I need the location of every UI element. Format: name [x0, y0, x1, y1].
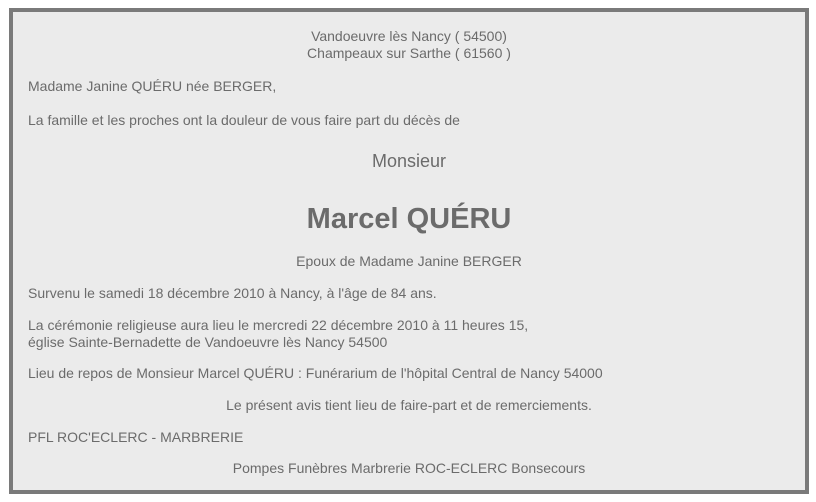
location-line-1: Vandoeuvre lès Nancy ( 54500) — [311, 28, 507, 44]
honorific: Monsieur — [371, 151, 447, 171]
funeral-company: PFL ROC'ECLERC - MARBRERIE — [28, 429, 244, 445]
spouse-of-line: Epoux de Madame Janine BERGER — [296, 253, 522, 269]
funeral-company-full: Pompes Funèbres Marbrerie ROC-ECLERC Bonsecours — [232, 460, 586, 476]
obituary-notice — [9, 8, 809, 494]
ceremony-line-2: église Sainte-Bernadette de Vandoeuvre lès Nancy 54500 — [28, 334, 388, 350]
deceased-name: Marcel QUÉRU — [306, 203, 512, 235]
death-info: Survenu le samedi 18 décembre 2010 à Nancy, à l'âge de 84 ans. — [28, 285, 437, 301]
spouse-line: Madame Janine QUÉRU née BERGER, — [28, 78, 277, 94]
ceremony-line-1: La cérémonie religieuse aura lieu le mercredi 22 décembre 2010 à 11 heures 15, — [28, 317, 529, 333]
notice-statement: Le présent avis tient lieu de faire-part et de remerciements. — [226, 397, 592, 413]
announcement-text: La famille et les proches ont la douleur de vous faire part du décès de — [28, 112, 460, 128]
location-line-2: Champeaux sur Sarthe ( 61560 ) — [307, 45, 511, 61]
rest-place: Lieu de repos de Monsieur Marcel QUÉRU : Funérarium de l'hôpital Central de Nancy 54000 — [28, 365, 603, 381]
